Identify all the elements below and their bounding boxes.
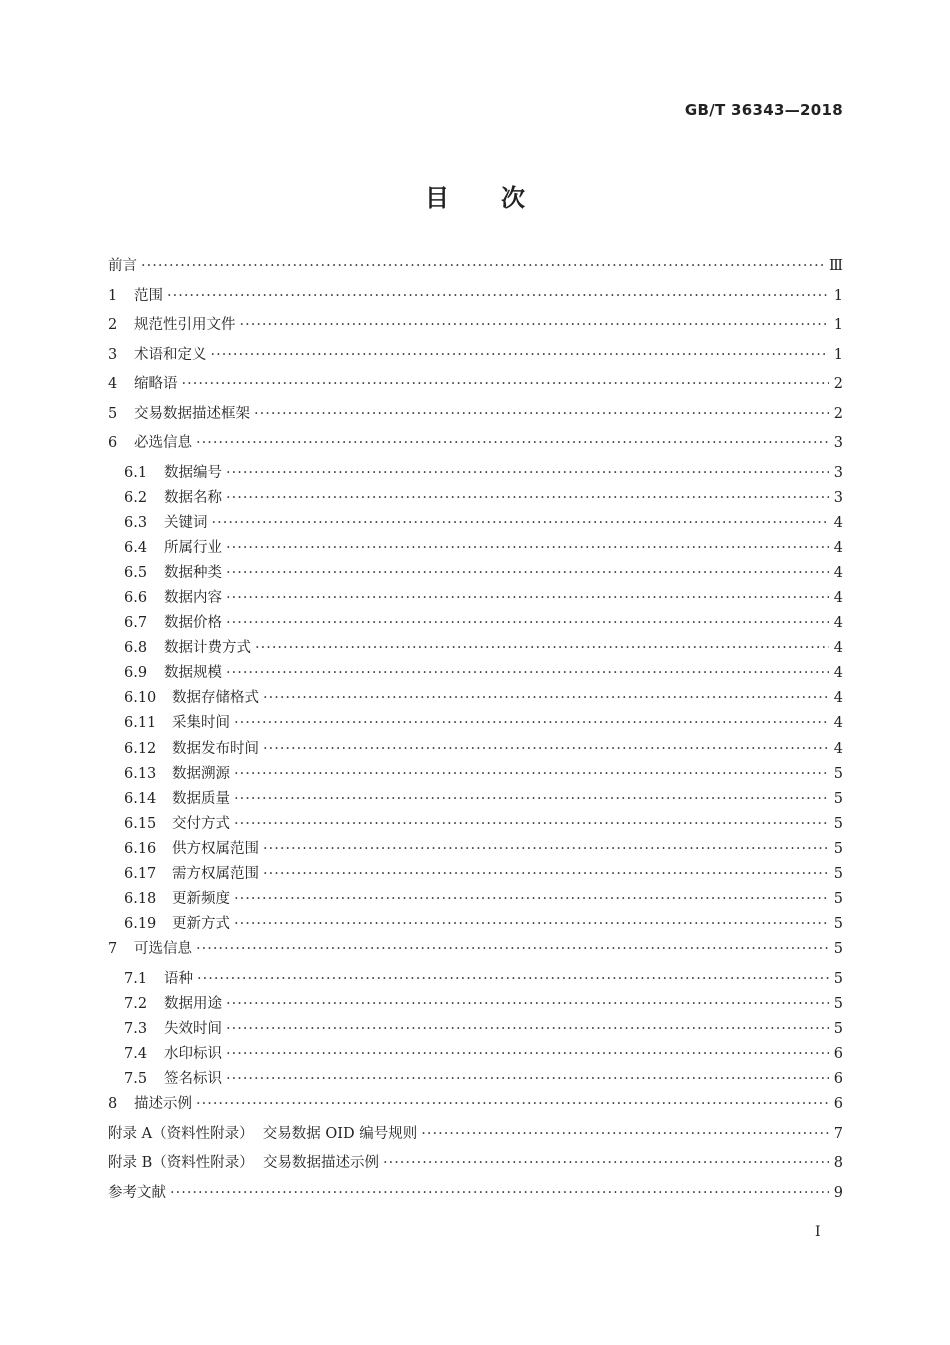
toc-entry-page: 3	[833, 489, 843, 506]
toc-entry-label	[124, 715, 230, 731]
toc-entry-title: 必选信息	[134, 435, 192, 451]
toc-entry[interactable]	[108, 406, 843, 436]
toc-entry-page: 8	[833, 1155, 843, 1172]
toc-entry[interactable]	[108, 971, 843, 996]
table-of-contents	[108, 258, 843, 1214]
toc-entry-number: 6.1	[124, 464, 148, 481]
toc-entry-number: 6.19	[124, 916, 157, 933]
toc-entry-number: 6.18	[124, 891, 157, 908]
toc-entry-label	[108, 1126, 417, 1142]
toc-leader-dots	[263, 841, 829, 857]
toc-entry[interactable]	[108, 1046, 843, 1071]
toc-entry[interactable]	[108, 891, 843, 916]
toc-entry-number: 6.5	[124, 564, 148, 581]
toc-entry-label	[108, 1185, 166, 1201]
toc-leader-dots	[196, 941, 829, 957]
toc-entry[interactable]	[108, 258, 843, 288]
toc-entry[interactable]	[108, 665, 843, 690]
toc-entry-number: 6.9	[124, 665, 148, 682]
toc-entry-title: 签名标识	[164, 1071, 222, 1088]
toc-entry-page: 5	[833, 815, 843, 832]
toc-entry-page: 5	[833, 916, 843, 933]
toc-entry-label	[108, 317, 236, 333]
toc-entry-title: 数据溯源	[172, 765, 230, 782]
toc-leader-dots	[226, 1071, 829, 1087]
toc-entry-page: 1	[833, 317, 843, 333]
toc-leader-dots	[196, 1096, 829, 1112]
toc-entry-page: 5	[833, 765, 843, 782]
toc-entry[interactable]	[108, 916, 843, 941]
toc-entry-number: 7.2	[124, 995, 148, 1012]
toc-entry-label	[124, 1021, 222, 1037]
toc-leader-dots	[383, 1155, 829, 1171]
toc-leader-dots	[211, 347, 830, 363]
toc-entry-title: 数据编号	[164, 464, 222, 481]
toc-leader-dots	[263, 866, 829, 882]
toc-leader-dots	[167, 288, 829, 304]
toc-entry[interactable]	[108, 791, 843, 816]
toc-entry[interactable]	[108, 615, 843, 640]
toc-entry-title: 数据质量	[172, 790, 230, 807]
toc-entry-title: 水印标识	[164, 1046, 222, 1063]
toc-entry[interactable]	[108, 435, 843, 465]
toc-entry-number: 1	[108, 287, 118, 304]
toc-entry-page: 4	[833, 514, 843, 531]
toc-entry-label	[124, 615, 222, 631]
toc-entry-page: 6	[833, 1046, 843, 1063]
toc-entry-label	[124, 816, 230, 832]
toc-entry-page: 4	[833, 715, 843, 732]
toc-entry-page: 5	[833, 941, 843, 958]
toc-entry-number: 6.8	[124, 640, 148, 657]
toc-entry-label	[124, 1071, 222, 1087]
toc-entry-label	[124, 515, 208, 531]
toc-leader-dots	[197, 971, 829, 987]
toc-entry-title: 需方权属范围	[172, 866, 259, 882]
toc-entry-title: 关键词	[164, 514, 208, 531]
toc-entry-title: 规范性引用文件	[134, 317, 236, 333]
toc-entry-title: 语种	[164, 970, 193, 987]
toc-entry[interactable]	[108, 816, 843, 841]
toc-entry-label	[124, 916, 230, 932]
toc-entry-title: 范围	[134, 287, 163, 304]
toc-entry-label	[124, 590, 222, 606]
toc-entry[interactable]	[108, 317, 843, 347]
toc-leader-dots	[226, 996, 829, 1012]
page-title-char-2: 次	[501, 184, 525, 212]
toc-entry[interactable]	[108, 941, 843, 971]
toc-entry-number: 6.4	[124, 539, 148, 556]
toc-leader-dots	[226, 665, 829, 681]
toc-entry-page: 5	[833, 995, 843, 1012]
toc-leader-dots	[234, 791, 829, 807]
toc-entry-page: 6	[833, 1096, 843, 1113]
toc-entry-number: 6	[108, 435, 118, 451]
toc-entry[interactable]	[108, 1185, 843, 1215]
toc-entry-label	[124, 665, 222, 681]
toc-entry[interactable]	[108, 640, 843, 665]
toc-entry-label	[108, 1155, 379, 1171]
toc-entry-title: 所属行业	[164, 539, 222, 556]
toc-entry[interactable]	[108, 866, 843, 891]
toc-entry-page: 3	[833, 435, 843, 451]
page-folio: I	[815, 1224, 821, 1240]
toc-entry[interactable]	[108, 996, 843, 1021]
toc-entry-page: Ⅲ	[829, 258, 843, 274]
toc-entry-number: 6.2	[124, 489, 148, 506]
toc-entry-label	[124, 841, 259, 857]
toc-entry-page: 7	[833, 1125, 843, 1142]
toc-entry-page: 5	[833, 840, 843, 857]
toc-leader-dots	[226, 615, 829, 631]
toc-entry-label	[124, 540, 222, 556]
toc-entry[interactable]	[108, 1071, 843, 1096]
toc-entry-title: 可选信息	[134, 941, 192, 958]
toc-entry-page: 3	[833, 464, 843, 481]
toc-entry-title: 更新方式	[172, 916, 230, 933]
toc-entry-number: 6.10	[124, 690, 157, 707]
toc-entry[interactable]	[108, 465, 843, 490]
toc-entry-number: 6.6	[124, 589, 148, 606]
toc-entry-title: 数据规模	[164, 665, 222, 682]
toc-leader-dots	[226, 565, 829, 581]
toc-entry-page: 1	[833, 287, 843, 304]
toc-entry-title: 交付方式	[172, 815, 230, 832]
toc-leader-dots	[255, 640, 829, 656]
toc-entry[interactable]	[108, 1155, 843, 1185]
toc-leader-dots	[234, 766, 829, 782]
toc-entry[interactable]	[108, 376, 843, 406]
toc-entry-label	[124, 1046, 222, 1062]
toc-entry-page: 1	[833, 346, 843, 363]
toc-entry-page: 5	[833, 790, 843, 807]
toc-entry-label	[124, 971, 193, 987]
toc-entry-label	[108, 376, 178, 392]
toc-leader-dots	[226, 590, 829, 606]
toc-entry-title: 数据存储格式	[172, 690, 259, 707]
toc-leader-dots	[196, 435, 829, 451]
toc-entry[interactable]	[108, 540, 843, 565]
toc-leader-dots	[226, 1021, 829, 1037]
toc-entry[interactable]	[108, 1096, 843, 1126]
toc-entry-title: 描述示例	[134, 1096, 192, 1113]
toc-entry-label	[108, 288, 163, 304]
toc-entry[interactable]	[108, 347, 843, 377]
toc-entry-page: 4	[833, 740, 843, 757]
toc-leader-dots	[421, 1126, 829, 1142]
toc-entry[interactable]	[108, 1126, 843, 1156]
toc-entry-number: 5	[108, 405, 118, 422]
toc-entry-number: 7.3	[124, 1020, 148, 1037]
toc-leader-dots	[234, 916, 829, 932]
toc-leader-dots	[226, 1046, 829, 1062]
toc-entry-page: 2	[833, 376, 843, 392]
toc-entry-title: 数据用途	[164, 995, 222, 1012]
toc-leader-dots	[182, 376, 830, 392]
toc-entry-label	[124, 741, 259, 757]
toc-entry-number: 4	[108, 376, 118, 392]
toc-entry-page: 4	[833, 564, 843, 581]
toc-entry-number: 6.13	[124, 765, 157, 782]
toc-entry-title: 术语和定义	[134, 346, 207, 363]
toc-entry-number: 6.3	[124, 514, 148, 531]
toc-leader-dots	[254, 406, 829, 422]
toc-entry-page: 6	[833, 1071, 843, 1088]
toc-entry-page: 5	[833, 891, 843, 908]
toc-entry-number: 7.5	[124, 1071, 148, 1088]
toc-leader-dots	[234, 715, 829, 731]
toc-entry-label	[108, 258, 137, 274]
toc-entry-label	[124, 791, 230, 807]
toc-leader-dots	[234, 816, 829, 832]
toc-entry-label	[124, 996, 222, 1012]
toc-entry[interactable]	[108, 288, 843, 318]
toc-entry-label	[124, 690, 259, 706]
toc-entry-title: 数据种类	[164, 564, 222, 581]
toc-entry-label	[108, 347, 207, 363]
toc-entry-page: 5	[833, 970, 843, 987]
toc-entry-page: 5	[833, 1020, 843, 1037]
toc-entry-page: 4	[833, 640, 843, 657]
toc-entry[interactable]	[108, 766, 843, 791]
toc-entry[interactable]	[108, 1021, 843, 1046]
toc-entry-label	[124, 465, 222, 481]
page-title-char-1: 目	[425, 184, 449, 212]
toc-entry-page: 2	[833, 405, 843, 422]
toc-entry-title: 数据价格	[164, 615, 222, 632]
toc-entry-number: 7.1	[124, 970, 148, 987]
toc-entry-page: 4	[833, 615, 843, 632]
toc-entry-label	[124, 640, 251, 656]
toc-entry-label	[124, 891, 230, 907]
toc-entry-title: 数据计费方式	[164, 640, 251, 657]
toc-entry-label	[108, 406, 250, 422]
toc-entry-label	[124, 766, 230, 782]
toc-entry[interactable]	[108, 565, 843, 590]
toc-entry-label	[124, 565, 222, 581]
toc-entry-title: 失效时间	[164, 1020, 222, 1037]
toc-entry-title: 供方权属范围	[172, 840, 259, 857]
toc-entry[interactable]	[108, 715, 843, 740]
toc-entry-title: 参考文献	[108, 1184, 166, 1201]
toc-leader-dots	[226, 490, 829, 506]
toc-entry[interactable]	[108, 841, 843, 866]
toc-entry-number: 8	[108, 1096, 118, 1113]
toc-entry-title: 数据内容	[164, 589, 222, 606]
toc-entry-title: 缩略语	[134, 376, 178, 392]
toc-entry-page: 4	[833, 665, 843, 682]
toc-entry-label	[124, 866, 259, 882]
toc-entry-page: 5	[833, 866, 843, 882]
toc-entry-number: 6.17	[124, 866, 157, 882]
toc-entry-title: 数据发布时间	[172, 740, 259, 757]
toc-leader-dots	[263, 690, 829, 706]
toc-entry-title: 交易数据描述框架	[134, 405, 250, 422]
toc-entry-number: 6.16	[124, 840, 157, 857]
toc-entry-title: 数据名称	[164, 489, 222, 506]
toc-entry-number: 6.12	[124, 740, 157, 757]
toc-entry-title: 附录 A（资料性附录） 交易数据 OID 编号规则	[108, 1125, 418, 1142]
toc-leader-dots	[226, 465, 829, 481]
toc-entry[interactable]	[108, 490, 843, 515]
toc-entry-number: 6.15	[124, 815, 157, 832]
toc-entry[interactable]	[108, 515, 843, 540]
page-title	[0, 178, 950, 213]
toc-entry-title: 更新频度	[172, 891, 230, 908]
toc-entry-title: 采集时间	[172, 715, 230, 732]
toc-entry-page: 4	[833, 589, 843, 606]
standard-code: GB/T 36343—2018	[684, 101, 843, 119]
toc-entry-label	[108, 1096, 192, 1112]
toc-leader-dots	[240, 317, 830, 333]
toc-entry-number: 2	[108, 317, 118, 333]
toc-entry[interactable]	[108, 690, 843, 715]
toc-entry-number: 6.11	[124, 715, 157, 732]
toc-leader-dots	[170, 1185, 829, 1201]
toc-entry-title: 附录 B（资料性附录） 交易数据描述示例	[108, 1155, 379, 1172]
toc-entry-page: 9	[833, 1184, 843, 1201]
toc-entry-label	[124, 490, 222, 506]
toc-leader-dots	[141, 258, 825, 274]
toc-entry[interactable]	[108, 590, 843, 615]
toc-entry-number: 7	[108, 941, 118, 958]
toc-leader-dots	[226, 540, 829, 556]
toc-entry[interactable]	[108, 741, 843, 766]
toc-entry-number: 6.7	[124, 615, 148, 632]
toc-entry-label	[108, 435, 192, 451]
toc-entry-label	[108, 941, 192, 957]
toc-entry-number: 7.4	[124, 1046, 148, 1063]
toc-leader-dots	[212, 515, 830, 531]
toc-leader-dots	[234, 891, 829, 907]
toc-entry-page: 4	[833, 539, 843, 556]
toc-leader-dots	[263, 741, 829, 757]
toc-entry-number: 3	[108, 346, 118, 363]
toc-entry-number: 6.14	[124, 790, 157, 807]
toc-entry-title: 前言	[108, 258, 137, 274]
toc-entry-page: 4	[833, 690, 843, 707]
